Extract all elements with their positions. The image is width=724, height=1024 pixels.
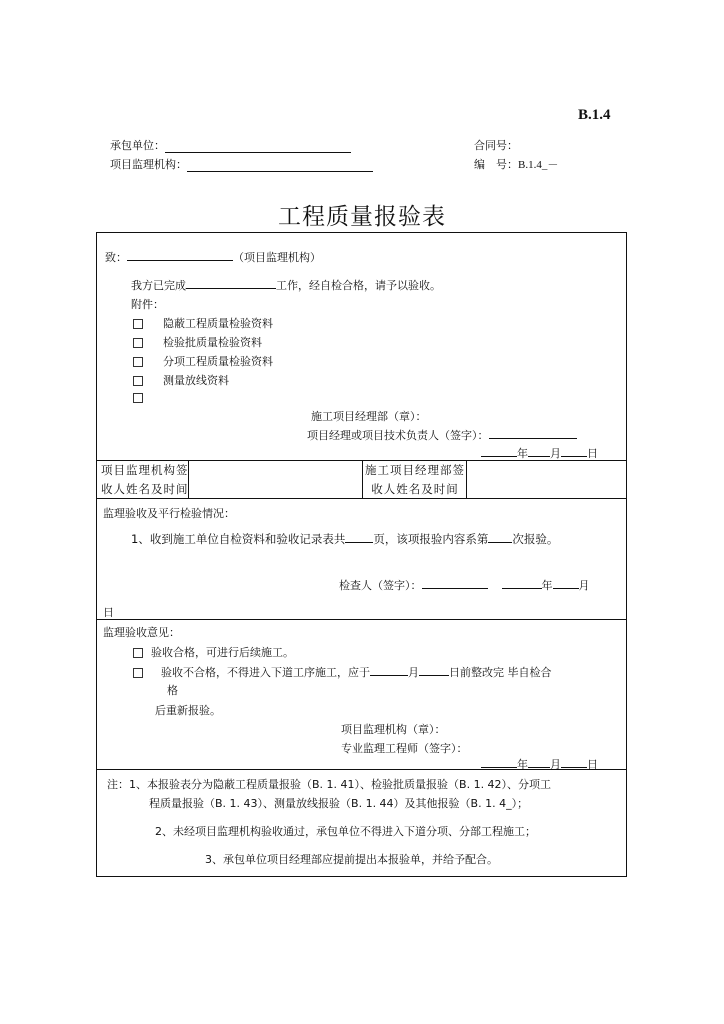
date-line (481, 445, 598, 461)
day-label: 日 (587, 758, 598, 771)
contractor-label: 承包单位： (110, 139, 165, 152)
attachments-label: 附件： (131, 298, 164, 311)
manager-sign-label: 项目经理或项目技术负责人（签字）： (307, 429, 489, 442)
text: 页，该项报验内容系第 (373, 532, 489, 546)
section3-heading: 监理验收意见： (103, 626, 180, 639)
option-fail-cont: 后重新报验。 (155, 704, 221, 717)
attachment-item[interactable] (133, 334, 262, 350)
completed-line (131, 277, 441, 293)
times-input[interactable] (488, 532, 512, 543)
form-code: B.1.4 (578, 107, 611, 123)
date-line (481, 756, 598, 772)
attachment-item[interactable] (133, 391, 163, 404)
year-label: 年 (517, 758, 528, 771)
checkbox[interactable] (133, 357, 143, 367)
serial-no-label: 编 号： (474, 158, 518, 171)
checkbox[interactable] (133, 393, 143, 403)
attachment-item[interactable] (133, 353, 273, 369)
note-line-3: 2、未经项目监理机构验收通过，承包单位不得进入下道分项、分部工程施工； (155, 825, 536, 838)
label-line: 项目监理机构签 (101, 463, 189, 477)
contract-no-label: 合同号： (474, 139, 518, 152)
serial-no-field (474, 156, 558, 172)
year-input[interactable] (481, 446, 517, 457)
year-input[interactable] (481, 757, 517, 768)
note-line-2: 程质量报验（B. 1. 43）、测量放线报验（B. 1. 44）及其他报验（B. 1. 4_）； (149, 797, 529, 810)
checkbox[interactable] (133, 376, 143, 386)
text: 次报验。 (512, 532, 559, 546)
supervision-org-input[interactable] (187, 160, 373, 172)
supervision-sign-input[interactable] (189, 461, 361, 498)
month-input[interactable] (528, 757, 550, 768)
month-label: 月 (578, 579, 590, 592)
dept-seal-label: 施工项目经理部（章）： (311, 410, 427, 423)
year-label: 年 (541, 579, 553, 592)
serial-no-value: B.1.4_－ (518, 159, 559, 171)
note-line-4: 3、承包单位项目经理部应提前提出本报验单，并给予配合。 (205, 853, 498, 866)
to-input[interactable] (127, 250, 233, 261)
inspector-input[interactable] (422, 578, 488, 589)
checkbox[interactable] (133, 648, 143, 658)
contractor-sign-input[interactable] (467, 461, 625, 498)
manager-sign-input[interactable] (489, 428, 577, 439)
option-label: 验收不合格，不得进入下道工序施工，应于 (161, 666, 370, 679)
checkbox[interactable] (133, 319, 143, 329)
inspection-form-table (96, 232, 627, 877)
supervision-sign-label (101, 461, 189, 499)
to-suffix: （项目监理机构） (233, 251, 321, 264)
text: 日前整改完 毕自检合 (449, 666, 552, 679)
completed-suffix: 工作，经自检合格，请予以验收。 (276, 279, 441, 292)
attachment-label: 检验批质量检验资料 (163, 336, 262, 349)
to-line (105, 249, 321, 265)
text: 1、收到施工单位自检资料和验收记录表共 (131, 532, 346, 546)
engineer-sign-label: 专业监理工程师（签字）： (341, 742, 468, 755)
attachment-label: 测量放线资料 (163, 374, 229, 387)
text: 月 (408, 666, 419, 679)
received-line (131, 531, 558, 547)
inspector-line (339, 577, 590, 593)
option-fail-cont: 格 (167, 684, 178, 697)
contractor-field (110, 137, 351, 153)
col-divider (362, 460, 363, 498)
day-label: 日 (587, 447, 598, 460)
month-input[interactable] (553, 578, 579, 589)
work-input[interactable] (186, 278, 276, 289)
checkbox[interactable] (133, 668, 143, 678)
attachment-item[interactable] (133, 372, 229, 388)
label-line: 收人姓名及时间 (101, 482, 189, 496)
option-pass[interactable] (133, 644, 294, 660)
note-line-1: 注：1、本报验表分为隐蔽工程质量报验（B. 1. 41）、检验批质量报验（B. 1. 42）、分项工 (107, 778, 552, 791)
contractor-sign-label (364, 461, 466, 499)
section2-heading: 监理验收及平行检验情况： (103, 507, 235, 520)
month-input[interactable] (528, 446, 550, 457)
page-title: 工程质量报验表 (278, 204, 446, 230)
month-input[interactable] (370, 665, 408, 676)
option-fail[interactable] (133, 664, 552, 680)
org-seal-label: 项目监理机构（章）： (341, 723, 446, 736)
month-label: 月 (550, 447, 561, 460)
attachment-label: 隐蔽工程质量检验资料 (163, 317, 273, 330)
option-label: 验收合格，可进行后续施工。 (151, 646, 294, 659)
attachment-label: 分项工程质量检验资料 (163, 355, 273, 368)
day-input[interactable] (419, 665, 449, 676)
label-line: 收人姓名及时间 (371, 482, 459, 496)
checkbox[interactable] (133, 338, 143, 348)
supervision-org-label: 项目监理机构： (110, 158, 187, 171)
month-label: 月 (550, 758, 561, 771)
day-input[interactable] (561, 757, 587, 768)
year-input[interactable] (502, 578, 542, 589)
contractor-input[interactable] (165, 141, 351, 153)
row-divider (97, 619, 626, 620)
inspector-label: 检查人（签字）： (339, 579, 422, 592)
pages-input[interactable] (345, 532, 373, 543)
attachment-item[interactable] (133, 315, 273, 331)
supervision-org-field (110, 156, 373, 172)
day-input[interactable] (561, 446, 587, 457)
year-label: 年 (517, 447, 528, 460)
day-label: 日 (103, 606, 114, 619)
completed-prefix: 我方已完成 (131, 279, 186, 292)
manager-sign-line (307, 427, 577, 443)
label-line: 施工项目经理部签 (365, 463, 465, 477)
to-prefix: 致： (105, 251, 127, 264)
